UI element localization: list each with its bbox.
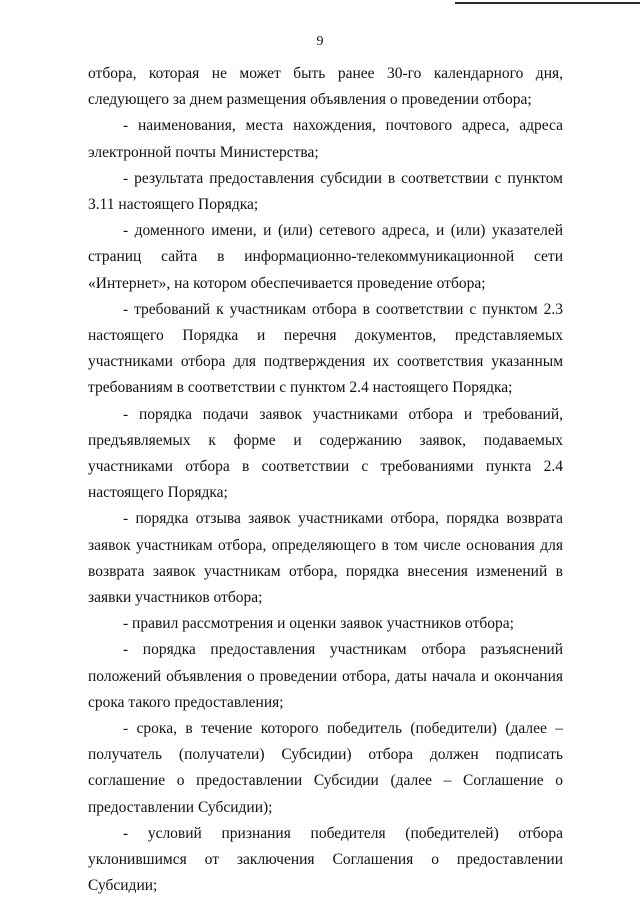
document-body [88,61,563,900]
paragraph-application-withdrawal: - порядка отзыва заявок участниками отбора, порядка возврата заявок участникам отбора, определяющего в том числе основания для возврата заявок участникам отбора, порядка внесения изменений в заявки участников отбора; [88,510,563,607]
paragraph-agreement-deadline: - срока, в течение которого победитель (победители) (далее – получатель (получатели) Субсидии) отбора должен подписать соглашение о предоставлении Субсидии (далее – Соглашение о предоставлении Субсидии); [88,720,563,816]
paragraph-evasion-conditions: - условий признания победителя (победителей) отбора уклонившимся от заключения Соглашения о предоставлении Субсидии; [88,824,563,895]
paragraph-domain-name: - доменного имени, и (или) сетевого адреса, и (или) указателей страниц сайта в информационно-телекоммуникационной сети «Интернет», на котором обеспечивается проведение отбора; [88,222,563,292]
paragraph-participant-requirements: - требований к участникам отбора в соответствии с пунктом 2.3 настоящего Порядка и перечня документов, представляемых участниками отбора для подтверждения их соответствия указанным требованиям в соответствии с пунктом 2.4 настоящего Порядка; [88,300,563,397]
paragraph-review-rules: - правил рассмотрения и оценки заявок участников отбора; [123,615,514,633]
page-number: 9 [316,34,324,49]
paragraph-subsidy-result: - результата предоставления субсидии в соответствии с пунктом 3.11 настоящего Порядка; [88,169,563,214]
paragraph-application-submission: - порядка подачи заявок участниками отбора и требований, предъявляемых к форме и содержанию заявок, подаваемых участниками отбора в соответствии с требованиями пункта 2.4 настоящего Порядка; [88,405,563,502]
paragraph-clarifications: - порядка предоставления участникам отбора разъяснений положений объявления о проведении отбора, даты начала и окончания срока такого предоставления; [88,641,563,711]
top-rule [455,2,640,4]
paragraph-continuation: отбора, которая не может быть ранее 30-го календарного дня, следующего за днем размещения объявления о проведении отбора; [88,65,563,109]
paragraph-ministry-contacts: - наименования, места нахождения, почтового адреса, адреса электронной почты Министерства; [88,117,563,161]
